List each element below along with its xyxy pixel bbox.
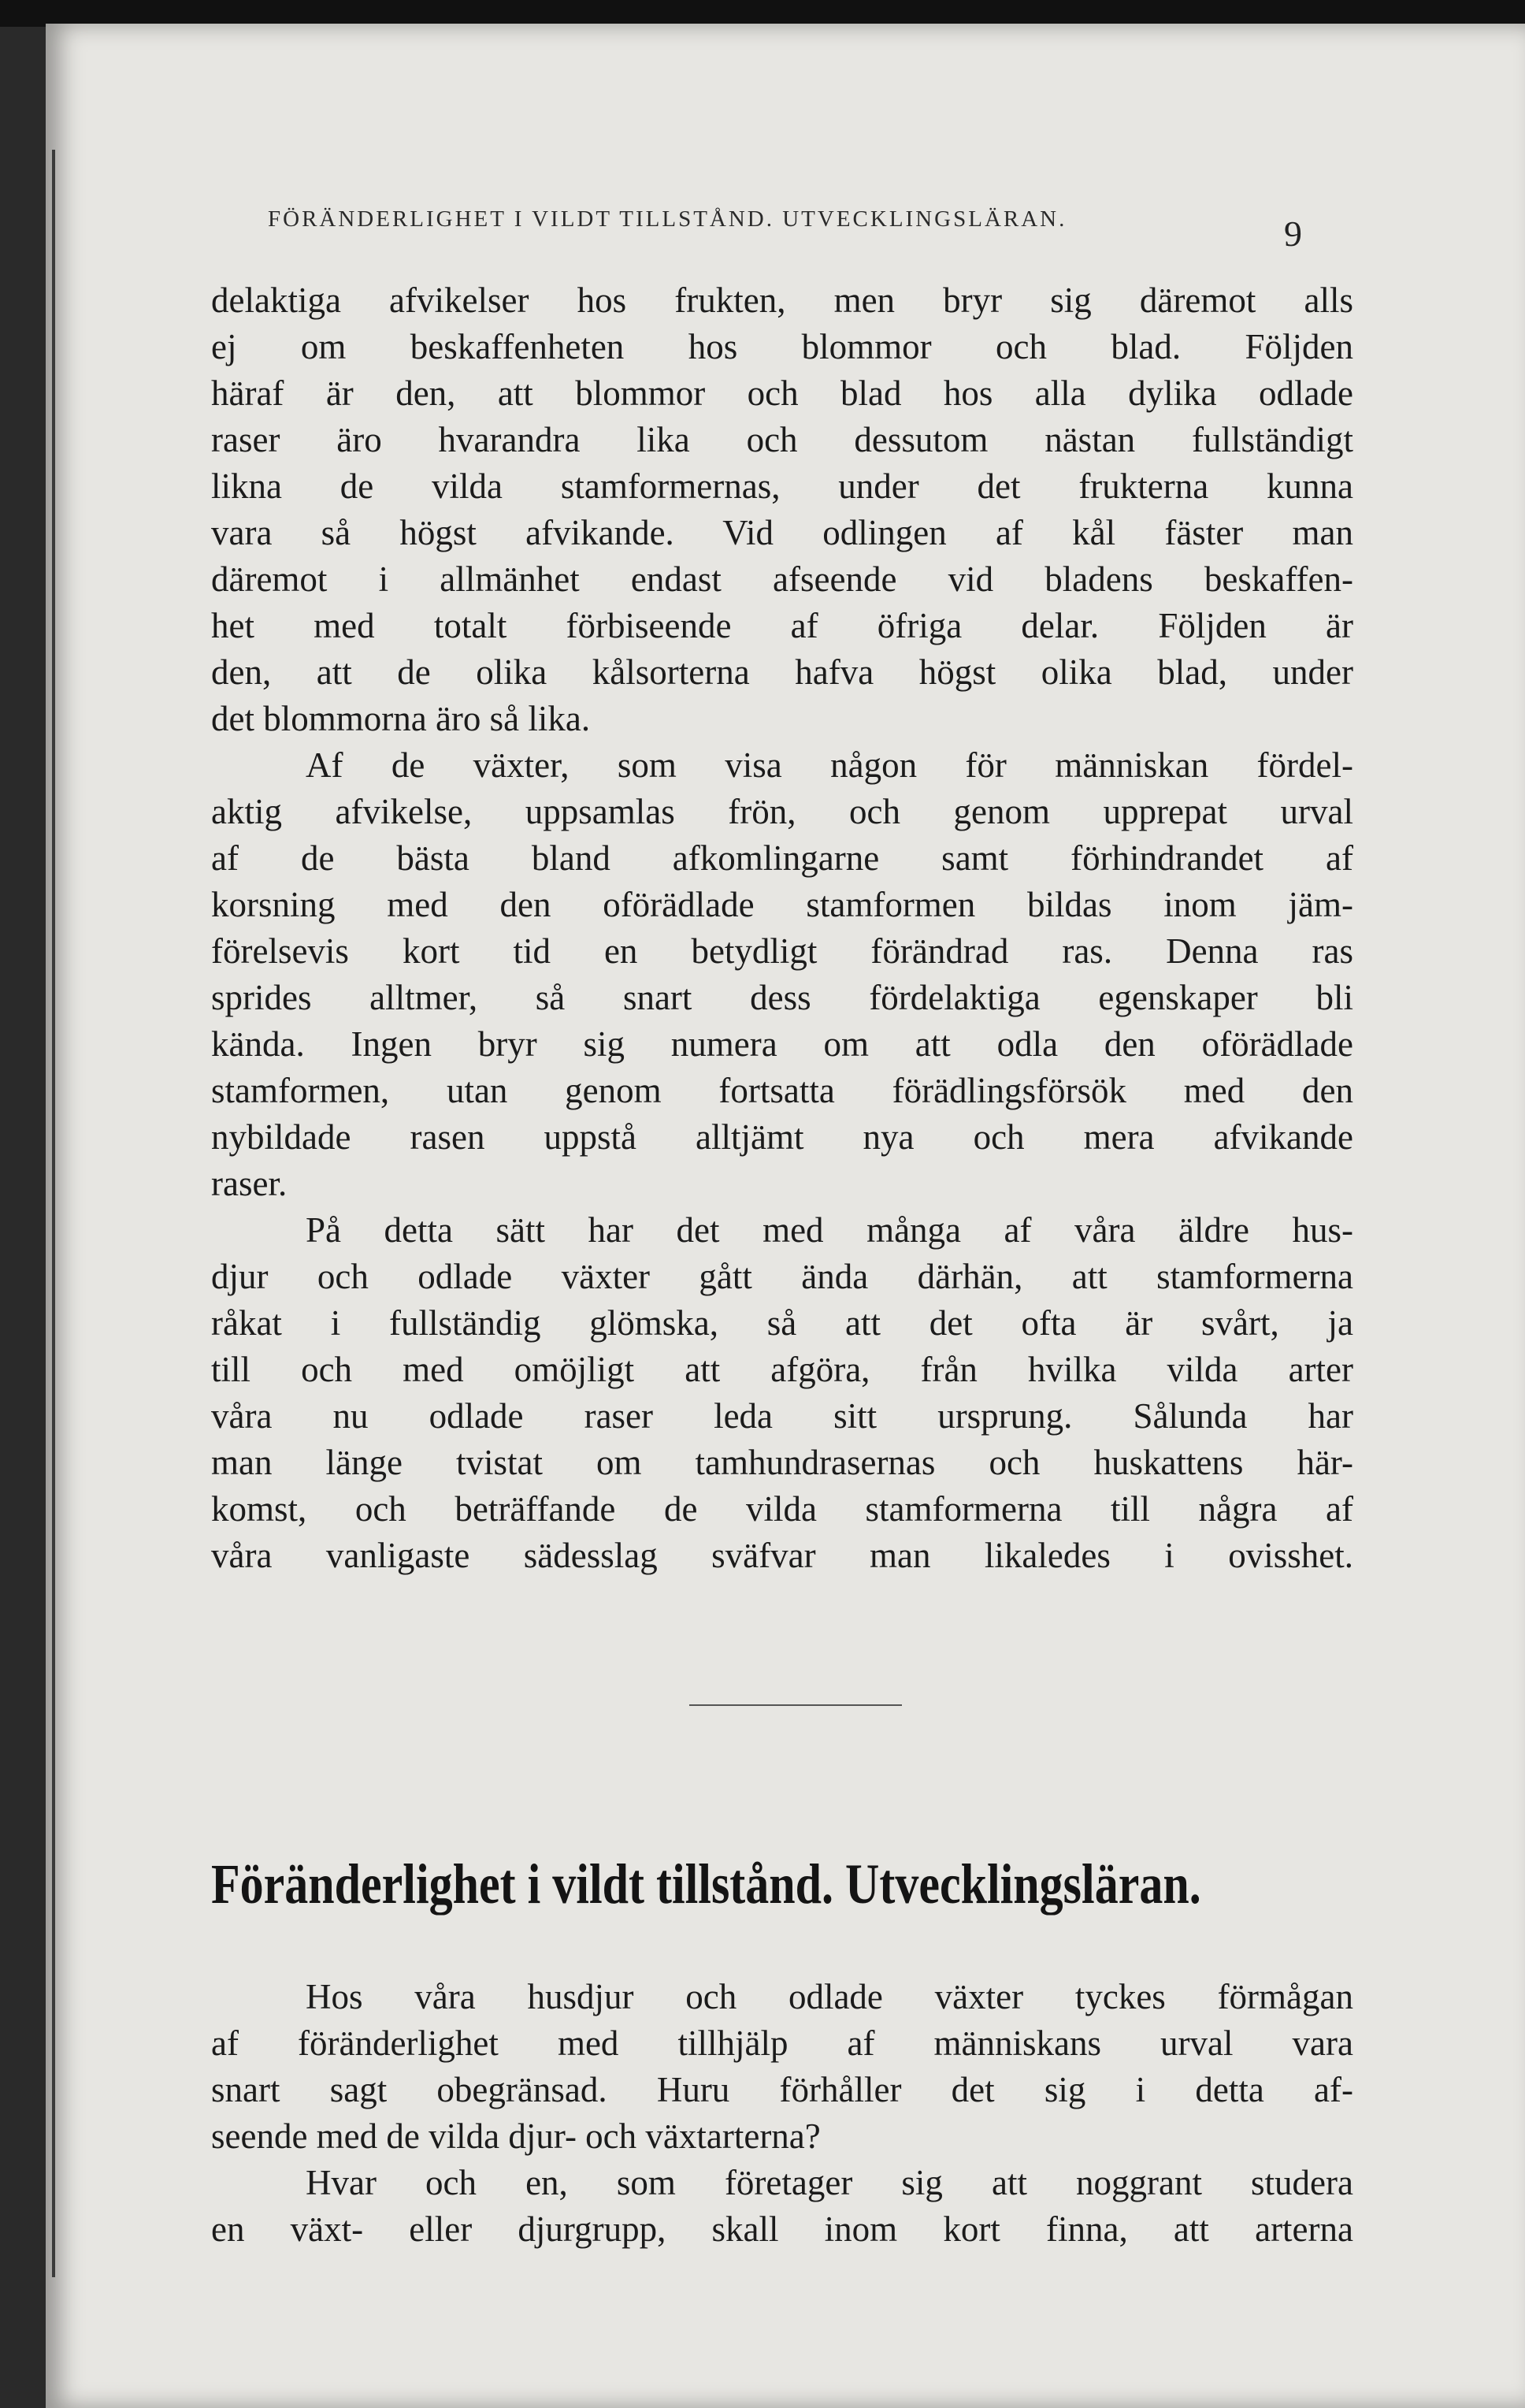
section-divider <box>689 1704 902 1706</box>
text-line: raser. <box>211 1164 288 1203</box>
text-line: däremot i allmänhet endast afseende vid bladens beskaffen- <box>211 559 1353 599</box>
text-line: seende med de vilda djur- och växtarterna? <box>211 2116 821 2156</box>
text-line: af de bästa bland afkomlingarne samt förhindrandet af <box>211 838 1353 878</box>
text-line: Hos våra husdjur och odlade växter tyckes förmågan <box>306 1977 1353 2016</box>
text-line: det blommorna äro så lika. <box>211 699 591 738</box>
chapter-title: Föränderlighet i vildt tillstånd. Utvecklingsläran. <box>211 1852 1201 1916</box>
text-line: af föränderlighet med tillhjälp af människans urval vara <box>211 2023 1353 2063</box>
page-number: 9 <box>1284 214 1302 254</box>
text-line: Af de växter, som visa någon för människan fördel- <box>306 745 1353 785</box>
text-line: vara så högst afvikande. Vid odlingen af kål fäster man <box>211 513 1353 552</box>
text-line: nybildade rasen uppstå alltjämt nya och mera afvikande <box>211 1117 1353 1157</box>
text-line: sprides alltmer, så snart dess fördelaktiga egenskaper bli <box>211 978 1353 1017</box>
text-line: korsning med den oförädlade stamformen bildas inom jäm- <box>211 885 1353 924</box>
text-line: likna de vilda stamformernas, under det frukterna kunna <box>211 466 1353 506</box>
text-line: ej om beskaffenheten hos blommor och blad. Följden <box>211 327 1353 366</box>
section-1-text <box>211 277 1353 1579</box>
text-line: På detta sätt har det med många af våra äldre hus- <box>306 1210 1353 1250</box>
text-line: till och med omöjligt att afgöra, från hvilka vilda arter <box>211 1350 1353 1389</box>
binding-gutter <box>52 150 55 2277</box>
text-line: delaktiga afvikelser hos frukten, men bryr sig däremot alls <box>211 281 1353 320</box>
text-line: förelsevis kort tid en betydligt förändrad ras. Denna ras <box>211 931 1353 971</box>
running-head: FÖRÄNDERLIGHET I VILDT TILLSTÅND. UTVECKLINGSLÄRAN. <box>268 206 1067 232</box>
text-line: stamformen, utan genom fortsatta förädlingsförsök med den <box>211 1071 1353 1110</box>
text-line: aktig afvikelse, uppsamlas frön, och genom upprepat urval <box>211 792 1353 831</box>
text-line: häraf är den, att blommor och blad hos alla dylika odlade <box>211 373 1353 413</box>
text-line: den, att de olika kålsorterna hafva högst olika blad, under <box>211 652 1353 692</box>
text-line: raser äro hvarandra lika och dessutom nästan fullständigt <box>211 420 1353 459</box>
scan-top-edge <box>0 0 1525 27</box>
text-line: kända. Ingen bryr sig numera om att odla den oförädlade <box>211 1024 1353 1064</box>
text-line: snart sagt obegränsad. Huru förhåller det sig i detta af- <box>211 2070 1353 2109</box>
text-line: våra nu odlade raser leda sitt ursprung. Sålunda har <box>211 1396 1353 1436</box>
section-2-text <box>211 1974 1353 2253</box>
text-line: våra vanligaste sädesslag sväfvar man likaledes i ovisshet. <box>211 1536 1353 1575</box>
text-line: komst, och beträffande de vilda stamformerna till några af <box>211 1489 1353 1529</box>
text-line: djur och odlade växter gått ända därhän, att stamformerna <box>211 1257 1353 1296</box>
text-line: man länge tvistat om tamhundrasernas och huskattens här- <box>211 1443 1353 1482</box>
text-line: het med totalt förbiseende af öfriga delar. Följden är <box>211 606 1353 645</box>
text-line: råkat i fullständig glömska, så att det ofta är svårt, ja <box>211 1303 1353 1343</box>
text-line: en växt- eller djurgrupp, skall inom kort finna, att arterna <box>211 2209 1353 2249</box>
text-line: Hvar och en, som företager sig att noggrant studera <box>306 2163 1353 2202</box>
